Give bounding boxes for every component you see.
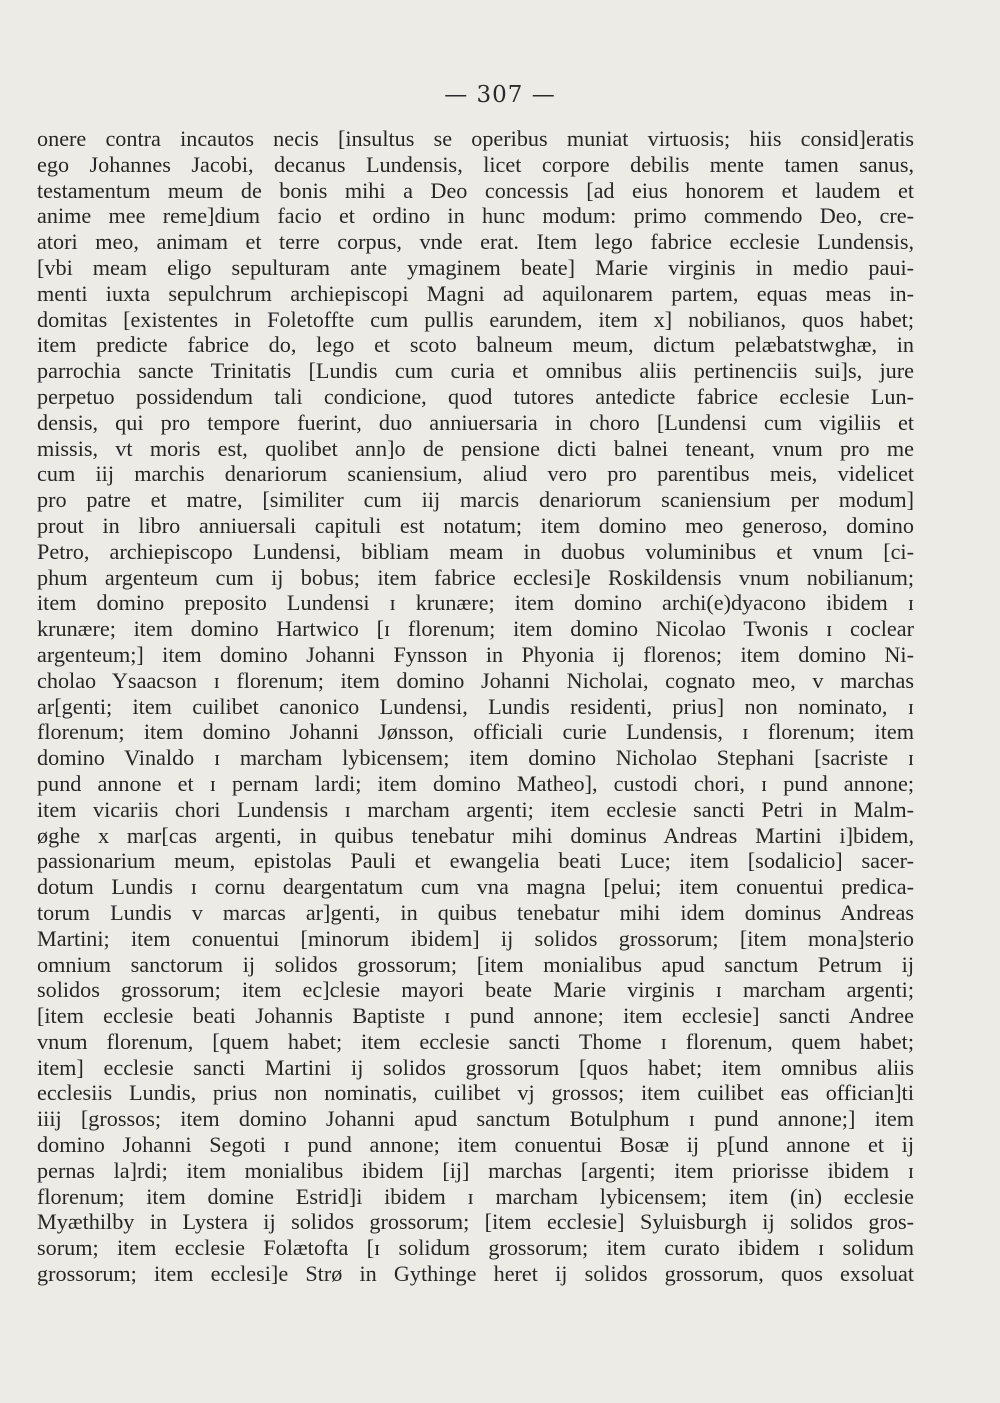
text-line: item domino preposito Lundensi ɪ krunære; item domino archi(e)dyacono ibidem ɪ — [37, 590, 914, 616]
text-line: menti iuxta sepulchrum archiepiscopi Magni ad aquilonarem partem, equas meas in- — [37, 280, 914, 306]
text-line: domitas [existentes in Foletoffte cum pullis earundem, item x] nobilianos, quos habet; — [37, 306, 914, 332]
page-number: — 307 — — [444, 82, 556, 108]
text-line: domino Johanni Segoti ɪ pund annone; item conuentui Bosæ ij p[und annone et ij — [37, 1132, 914, 1158]
text-line: pro patre et matre, [similiter cum iij marcis denariorum scaniensium per modum] — [37, 487, 914, 513]
text-line: missis, vt moris est, quolibet ann]o de pensione dicti balnei teneant, vnum pro me — [37, 435, 914, 461]
text-line: øghe x mar[cas argenti, in quibus tenebatur mihi dominus Andreas Martini i]bidem, — [37, 822, 914, 848]
text-line: phum argenteum cum ij bobus; item fabrice ecclesi]e Roskildensis vnum nobilianum; — [37, 564, 914, 590]
text-line: prout in libro anniuersali capituli est notatum; item domino meo generoso, domino — [37, 512, 914, 538]
text-line: Martini; item conuentui [minorum ibidem] ij solidos grossorum; [item mona]sterio — [37, 925, 914, 951]
text-line: cum iij marchis denariorum scaniensium, aliud vero pro parentibus meis, videlicet — [37, 461, 914, 487]
text-line: omnium sanctorum ij solidos grossorum; [item monialibus apud sanctum Petrum ij — [37, 951, 914, 977]
text-line: domino Vinaldo ɪ marcham lybicensem; item domino Nicholao Stephani [sacriste ɪ — [37, 745, 914, 771]
text-line: [item ecclesie beati Johannis Baptiste ɪ pund annone; item ecclesie] sancti Andree — [37, 1003, 914, 1029]
text-line: torum Lundis v marcas ar]genti, in quibus tenebatur mihi idem dominus Andreas — [37, 899, 914, 925]
text-line: dotum Lundis ɪ cornu deargentatum cum vna magna [pelui; item conuentui predica- — [37, 874, 914, 900]
text-line: onere contra incautos necis [insultus se operibus muniat virtuosis; hiis consid]eratis — [37, 126, 914, 151]
text-line: pernas la]rdi; item monialibus ibidem [ij] marchas [argenti; item priorisse ibidem ɪ — [37, 1157, 914, 1183]
text-line: florenum; item domino Johanni Jønsson, officiali curie Lundensis, ɪ florenum; item — [37, 719, 914, 745]
text-line: krunære; item domino Hartwico [ɪ florenum; item domino Nicolao Twonis ɪ coclear — [37, 616, 914, 642]
text-line: ar[genti; item cuilibet canonico Lundensi, Lundis residenti, prius] non nominato, ɪ — [37, 693, 914, 719]
body-text — [37, 126, 914, 1287]
text-line: florenum; item domine Estrid]i ibidem ɪ marcham lybicensem; item (in) ecclesie — [37, 1183, 914, 1209]
text-line: atori meo, animam et terre corpus, vnde erat. Item lego fabrice ecclesie Lundensis, — [37, 229, 914, 255]
text-line: testamentum meum de bonis mihi a Deo concessis [ad eius honorem et laudem et — [37, 177, 914, 203]
text-line: parrochia sancte Trinitatis [Lundis cum curia et omnibus aliis pertinenciis sui]s, jure — [37, 358, 914, 384]
text-line: anime mee reme]dium facio et ordino in hunc modum: primo commendo Deo, cre- — [37, 203, 914, 229]
text-line: item] ecclesie sancti Martini ij solidos grossorum [quos habet; item omnibus aliis — [37, 1054, 914, 1080]
text-line: item predicte fabrice do, lego et scoto balneum meum, dictum pelæbatstwghæ, in — [37, 332, 914, 358]
text-line: solidos grossorum; item ec]clesie mayori beate Marie virginis ɪ marcham argenti; — [37, 977, 914, 1003]
text-line: pund annone et ɪ pernam lardi; item domino Matheo], custodi chori, ɪ pund annone; — [37, 770, 914, 796]
text-line: ego Johannes Jacobi, decanus Lundensis, licet corpore debilis mente tamen sanus, — [37, 151, 914, 177]
text-line: vnum florenum, [quem habet; item ecclesie sancti Thome ɪ florenum, quem habet; — [37, 1028, 914, 1054]
text-line: iiij [grossos; item domino Johanni apud sanctum Botulphum ɪ pund annone;] item — [37, 1106, 914, 1132]
text-line: ecclesiis Lundis, prius non nominatis, cuilibet vj grossos; item cuilibet eas offician]ti — [37, 1080, 914, 1106]
text-line: Petro, archiepiscopo Lundensi, bibliam meam in duobus voluminibus et vnum [ci- — [37, 538, 914, 564]
text-line: [vbi meam eligo sepulturam ante ymaginem beate] Marie virginis in medio paui- — [37, 254, 914, 280]
text-line: sorum; item ecclesie Folætofta [ɪ solidum grossorum; item curato ibidem ɪ solidum — [37, 1235, 914, 1261]
text-line: densis, qui pro tempore fuerint, duo anniuersaria in choro [Lundensi cum vigiliis et — [37, 409, 914, 435]
text-line: item vicariis chori Lundensis ɪ marcham argenti; item ecclesie sancti Petri in Malm- — [37, 796, 914, 822]
text-line: cholao Ysaacson ɪ florenum; item domino Johanni Nicholai, cognato meo, v marchas — [37, 667, 914, 693]
text-line: argenteum;] item domino Johanni Fynsson in Phyonia ij florenos; item domino Ni- — [37, 641, 914, 667]
text-line: passionarium meum, epistolas Pauli et ewangelia beati Luce; item [sodalicio] sacer- — [37, 848, 914, 874]
text-line: grossorum; item ecclesi]e Strø in Gythinge heret ij solidos grossorum, quos exsoluat — [37, 1261, 914, 1287]
text-line: perpetuo possidendum tali condicione, quod tutores antedicte fabrice ecclesie Lun- — [37, 383, 914, 409]
text-line: Myæthilby in Lystera ij solidos grossorum; [item ecclesie] Syluisburgh ij solidos gros- — [37, 1209, 914, 1235]
